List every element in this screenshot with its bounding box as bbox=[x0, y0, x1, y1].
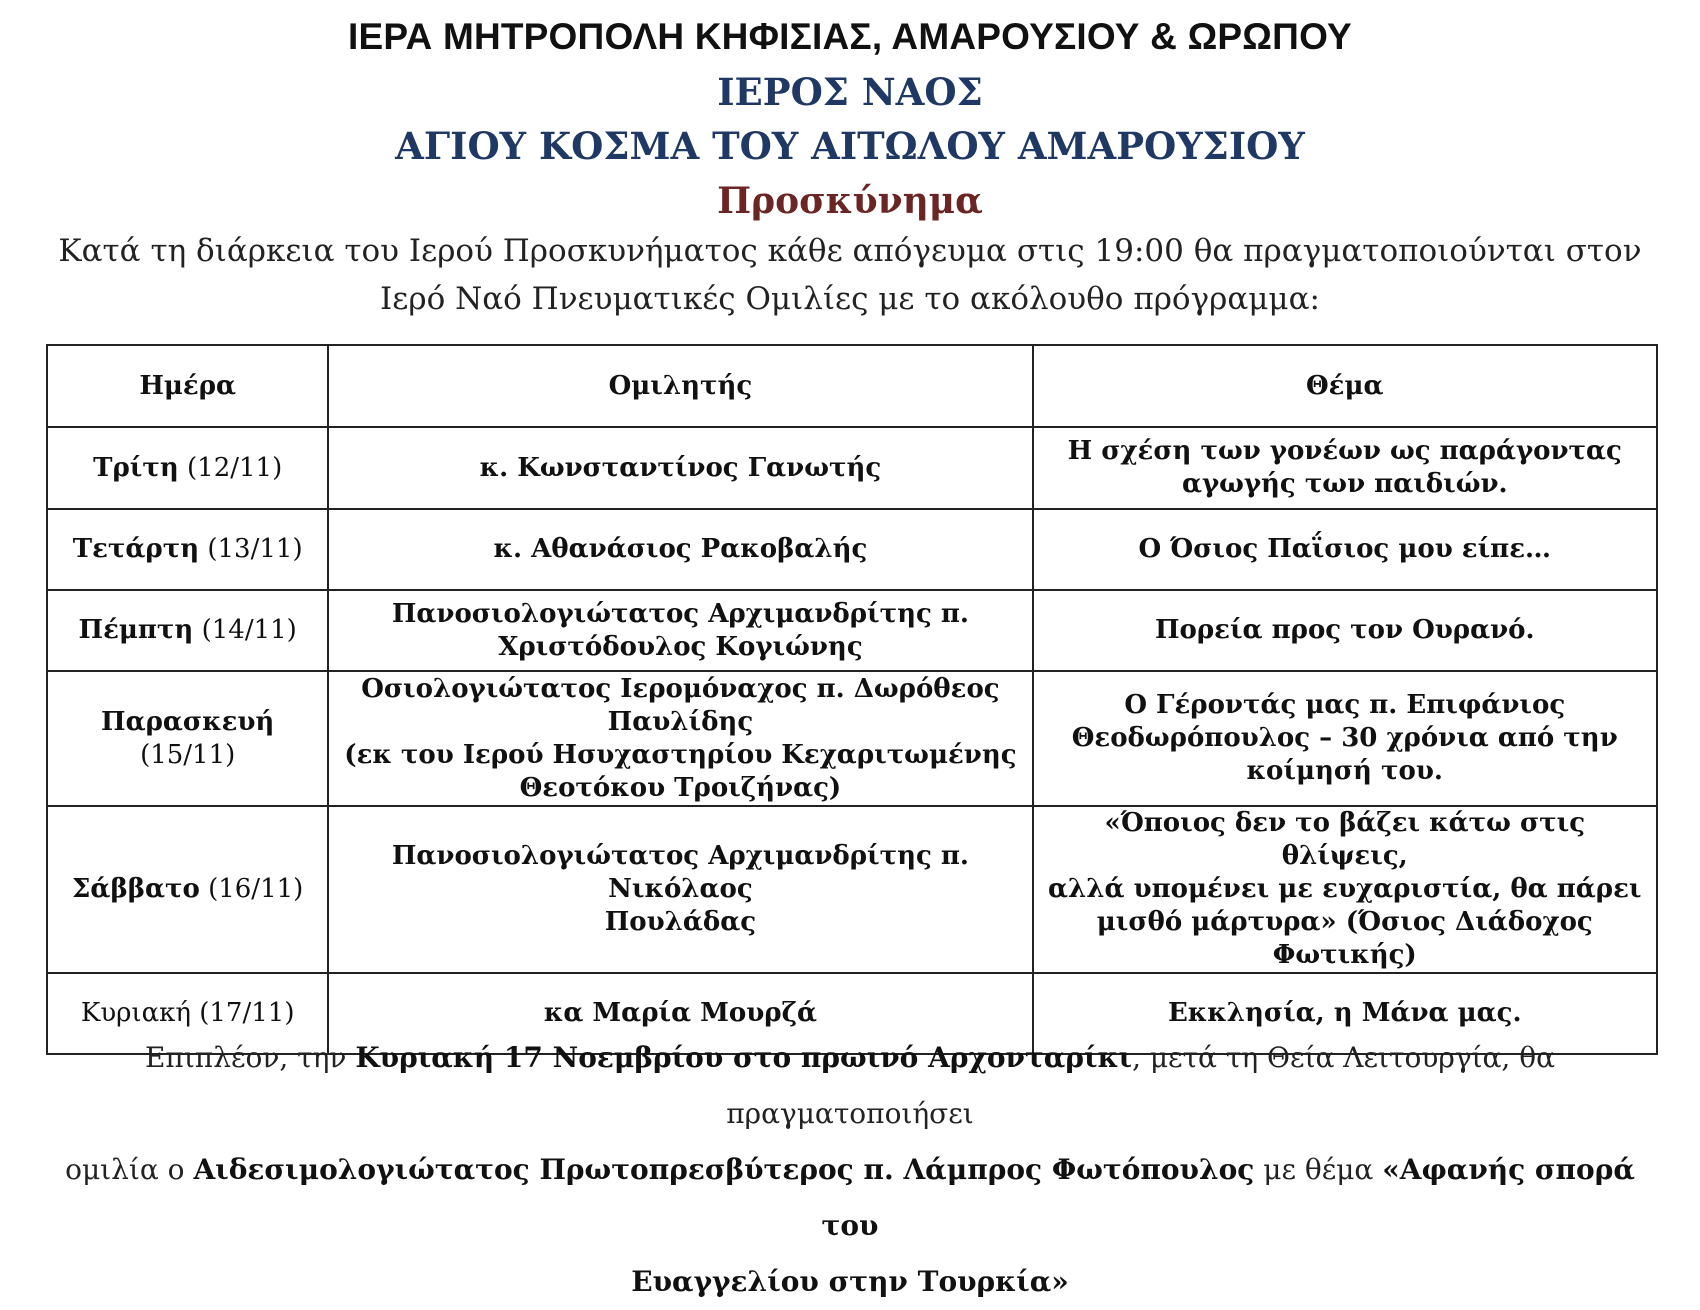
day-name: Κυριακή bbox=[80, 998, 191, 1028]
topic-cell bbox=[1033, 590, 1658, 671]
day-cell bbox=[47, 509, 328, 590]
speaker-cell bbox=[328, 671, 1032, 806]
speaker-line: Θεοτόκου Τροιζήνας) bbox=[519, 772, 842, 803]
header-speaker: Ομιλητής bbox=[328, 345, 1032, 427]
footer-emphasis-topic: Ευαγγελίου στην Τουρκία» bbox=[631, 1265, 1069, 1298]
topic-line: Θεοδωρόπουλος – 30 χρόνια από την bbox=[1071, 723, 1618, 753]
day-date: (14/11) bbox=[201, 615, 297, 645]
topic-cell bbox=[1033, 427, 1658, 509]
day-name: Πέμπτη bbox=[78, 615, 194, 645]
topic-line: Εκκλησία, η Μάνα μας. bbox=[1167, 998, 1522, 1028]
table-row bbox=[47, 509, 1657, 590]
speaker-cell bbox=[328, 590, 1032, 671]
topic-line: Ο Όσιος Παΐσιος μου είπε… bbox=[1138, 534, 1552, 564]
topic-line: αλλά υπομένει με ευχαριστία, θα πάρει bbox=[1048, 874, 1642, 904]
speaker-cell bbox=[328, 509, 1032, 590]
speaker-line: Οσιολογιώτατος Ιερομόναχος π. Δωρόθεος bbox=[361, 673, 1000, 704]
topic-line: «Όποιος δεν το βάζει κάτω στις θλίψεις, bbox=[1104, 808, 1586, 871]
footer-line-3 bbox=[40, 1254, 1660, 1310]
topic-cell bbox=[1033, 806, 1658, 973]
topic-line: μισθό μάρτυρα» (Όσιος Διάδοχος Φωτικής) bbox=[1096, 907, 1593, 970]
day-date: (16/11) bbox=[208, 874, 304, 904]
footer-line-1 bbox=[40, 1030, 1660, 1142]
topic-cell bbox=[1033, 671, 1658, 806]
day-name: Τετάρτη bbox=[72, 534, 200, 564]
footer-emphasis-topic: «Αφανής σπορά του bbox=[821, 1153, 1635, 1242]
day-cell bbox=[47, 806, 328, 973]
church-title: ΙΕΡΟΣ ΝΑΟΣ bbox=[717, 70, 983, 114]
speaker-line: κα Μαρία Μουρζά bbox=[543, 998, 817, 1028]
speaker-line: Χριστόδουλος Κογιώνης bbox=[498, 631, 863, 662]
topic-line: Πορεία προς τον Ουρανό. bbox=[1154, 615, 1535, 645]
day-name: Τρίτη bbox=[93, 452, 179, 483]
table-row bbox=[47, 427, 1657, 509]
footer-emphasis-date-place: Κυριακή 17 Νοεμβρίου στο πρωινό Αρχονταρίκι bbox=[355, 1041, 1133, 1074]
intro-line-1: Κατά τη διάρκεια του Ιερού Προσκυνήματος κάθε απόγευμα στις 19:00 θα πραγματοποιούνται στον bbox=[58, 233, 1642, 269]
table-row bbox=[47, 806, 1657, 973]
intro-line-2: Ιερό Ναό Πνευματικές Ομιλίες με το ακόλουθο πρόγραμμα: bbox=[380, 281, 1320, 317]
header-topic: Θέμα bbox=[1033, 345, 1658, 427]
speaker-line: Πουλάδας bbox=[604, 907, 757, 937]
speaker-line: κ. Κωνσταντίνος Γανωτής bbox=[479, 452, 882, 483]
topic-line: Η σχέση των γονέων ως παράγοντας bbox=[1067, 436, 1622, 466]
metropolis-title: ΙΕΡΑ ΜΗΤΡΟΠΟΛΗ ΚΗΦΙΣΙΑΣ, ΑΜΑΡΟΥΣΙΟΥ & ΩΡΩΠΟΥ bbox=[348, 16, 1352, 57]
footer-emphasis-speaker: Αιδεσιμολογιώτατος Πρωτοπρεσβύτερος π. Λάμπρος Φωτόπουλος bbox=[193, 1153, 1255, 1186]
speaker-cell bbox=[328, 427, 1032, 509]
table-row bbox=[47, 590, 1657, 671]
topic-cell bbox=[1033, 509, 1658, 590]
day-date: (12/11) bbox=[187, 452, 283, 483]
footer-paragraph bbox=[40, 1030, 1660, 1310]
footer-text: Επιπλέον, την bbox=[144, 1041, 356, 1074]
table-row bbox=[47, 671, 1657, 806]
intro-paragraph bbox=[40, 227, 1660, 323]
day-date: (13/11) bbox=[207, 534, 303, 564]
speaker-line: Πανοσιολογιώτατος Αρχιμανδρίτης π. Νικόλαος bbox=[391, 841, 969, 904]
day-cell bbox=[47, 590, 328, 671]
day-date: (15/11) bbox=[140, 739, 236, 770]
footer-text: ομιλία ο bbox=[65, 1153, 194, 1186]
speaker-line: κ. Αθανάσιος Ρακοβαλής bbox=[493, 534, 868, 564]
header-day: Ημέρα bbox=[47, 345, 328, 427]
footer-line-2 bbox=[40, 1142, 1660, 1254]
topic-line: κοίμησή του. bbox=[1246, 756, 1443, 786]
church-name: ΑΓΙΟΥ ΚΟΣΜΑ ΤΟΥ ΑΙΤΩΛΟΥ ΑΜΑΡΟΥΣΙΟΥ bbox=[395, 124, 1305, 168]
speaker-line: Παυλίδης bbox=[607, 706, 754, 737]
footer-text: , μετά τη Θεία Λειτουργία, θα πραγματοποιήσει bbox=[726, 1041, 1556, 1130]
speaker-line: (εκ του Ιερού Ησυχαστηρίου Κεχαριτωμένης bbox=[344, 739, 1017, 770]
speaker-line: Πανοσιολογιώτατος Αρχιμανδρίτης π. bbox=[391, 598, 969, 629]
topic-line: Ο Γέροντάς μας π. Επιφάνιος bbox=[1124, 690, 1566, 720]
pilgrimage-title: Προσκύνημα bbox=[717, 180, 983, 222]
topic-line: αγωγής των παιδιών. bbox=[1181, 469, 1508, 499]
day-name: Σάββατο bbox=[72, 874, 200, 904]
day-name: Παρασκευή bbox=[101, 706, 275, 737]
day-cell bbox=[47, 427, 328, 509]
schedule-table bbox=[46, 344, 1658, 1055]
day-date: (17/11) bbox=[199, 998, 295, 1028]
day-cell bbox=[47, 671, 328, 806]
speaker-cell bbox=[328, 806, 1032, 973]
table-header-row bbox=[47, 345, 1657, 427]
footer-text: με θέμα bbox=[1254, 1153, 1383, 1186]
